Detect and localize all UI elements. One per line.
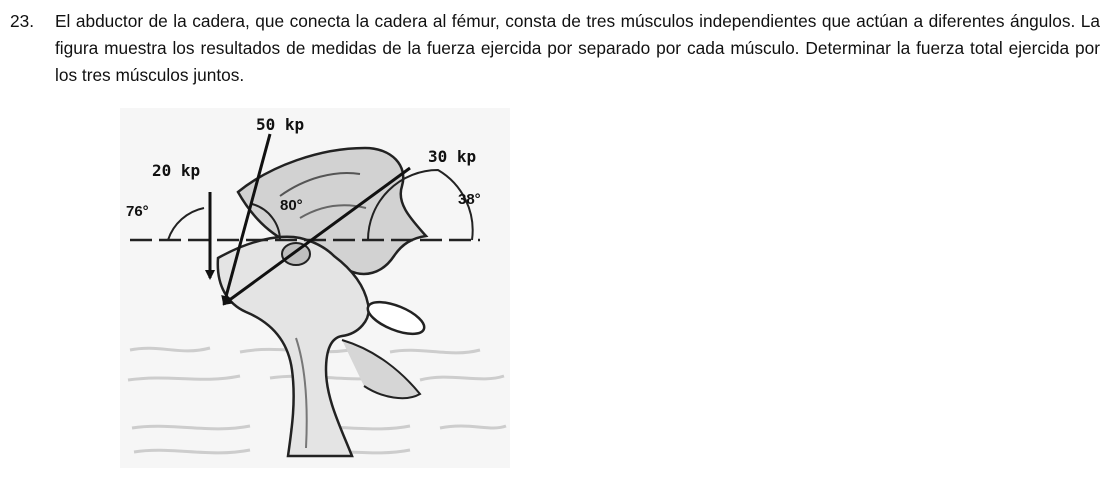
- label-50-kp: 50 kp: [256, 115, 305, 134]
- label-angle-76: 76°: [126, 203, 149, 220]
- problem-text: El abductor de la cadera, que conecta la cadera al fémur, consta de tres músculos independientes que actúan a diferentes ángulos. La figura muestra los resultados de medidas de la fuerza ejercida por separado por cada músculo. Determinar la fuerza total ejercida por los tres músculos juntos.: [55, 11, 1100, 85]
- hip-force-diagram: [120, 108, 510, 468]
- label-angle-80: 80°: [280, 197, 303, 214]
- problem-statement: [10, 8, 1100, 89]
- hip-force-figure: [120, 108, 510, 468]
- problem-number: 23.: [10, 11, 35, 31]
- label-20-kp: 20 kp: [152, 161, 201, 180]
- label-30-kp: 30 kp: [428, 147, 477, 166]
- femoral-head: [282, 243, 310, 265]
- label-angle-38: 38°: [458, 191, 481, 208]
